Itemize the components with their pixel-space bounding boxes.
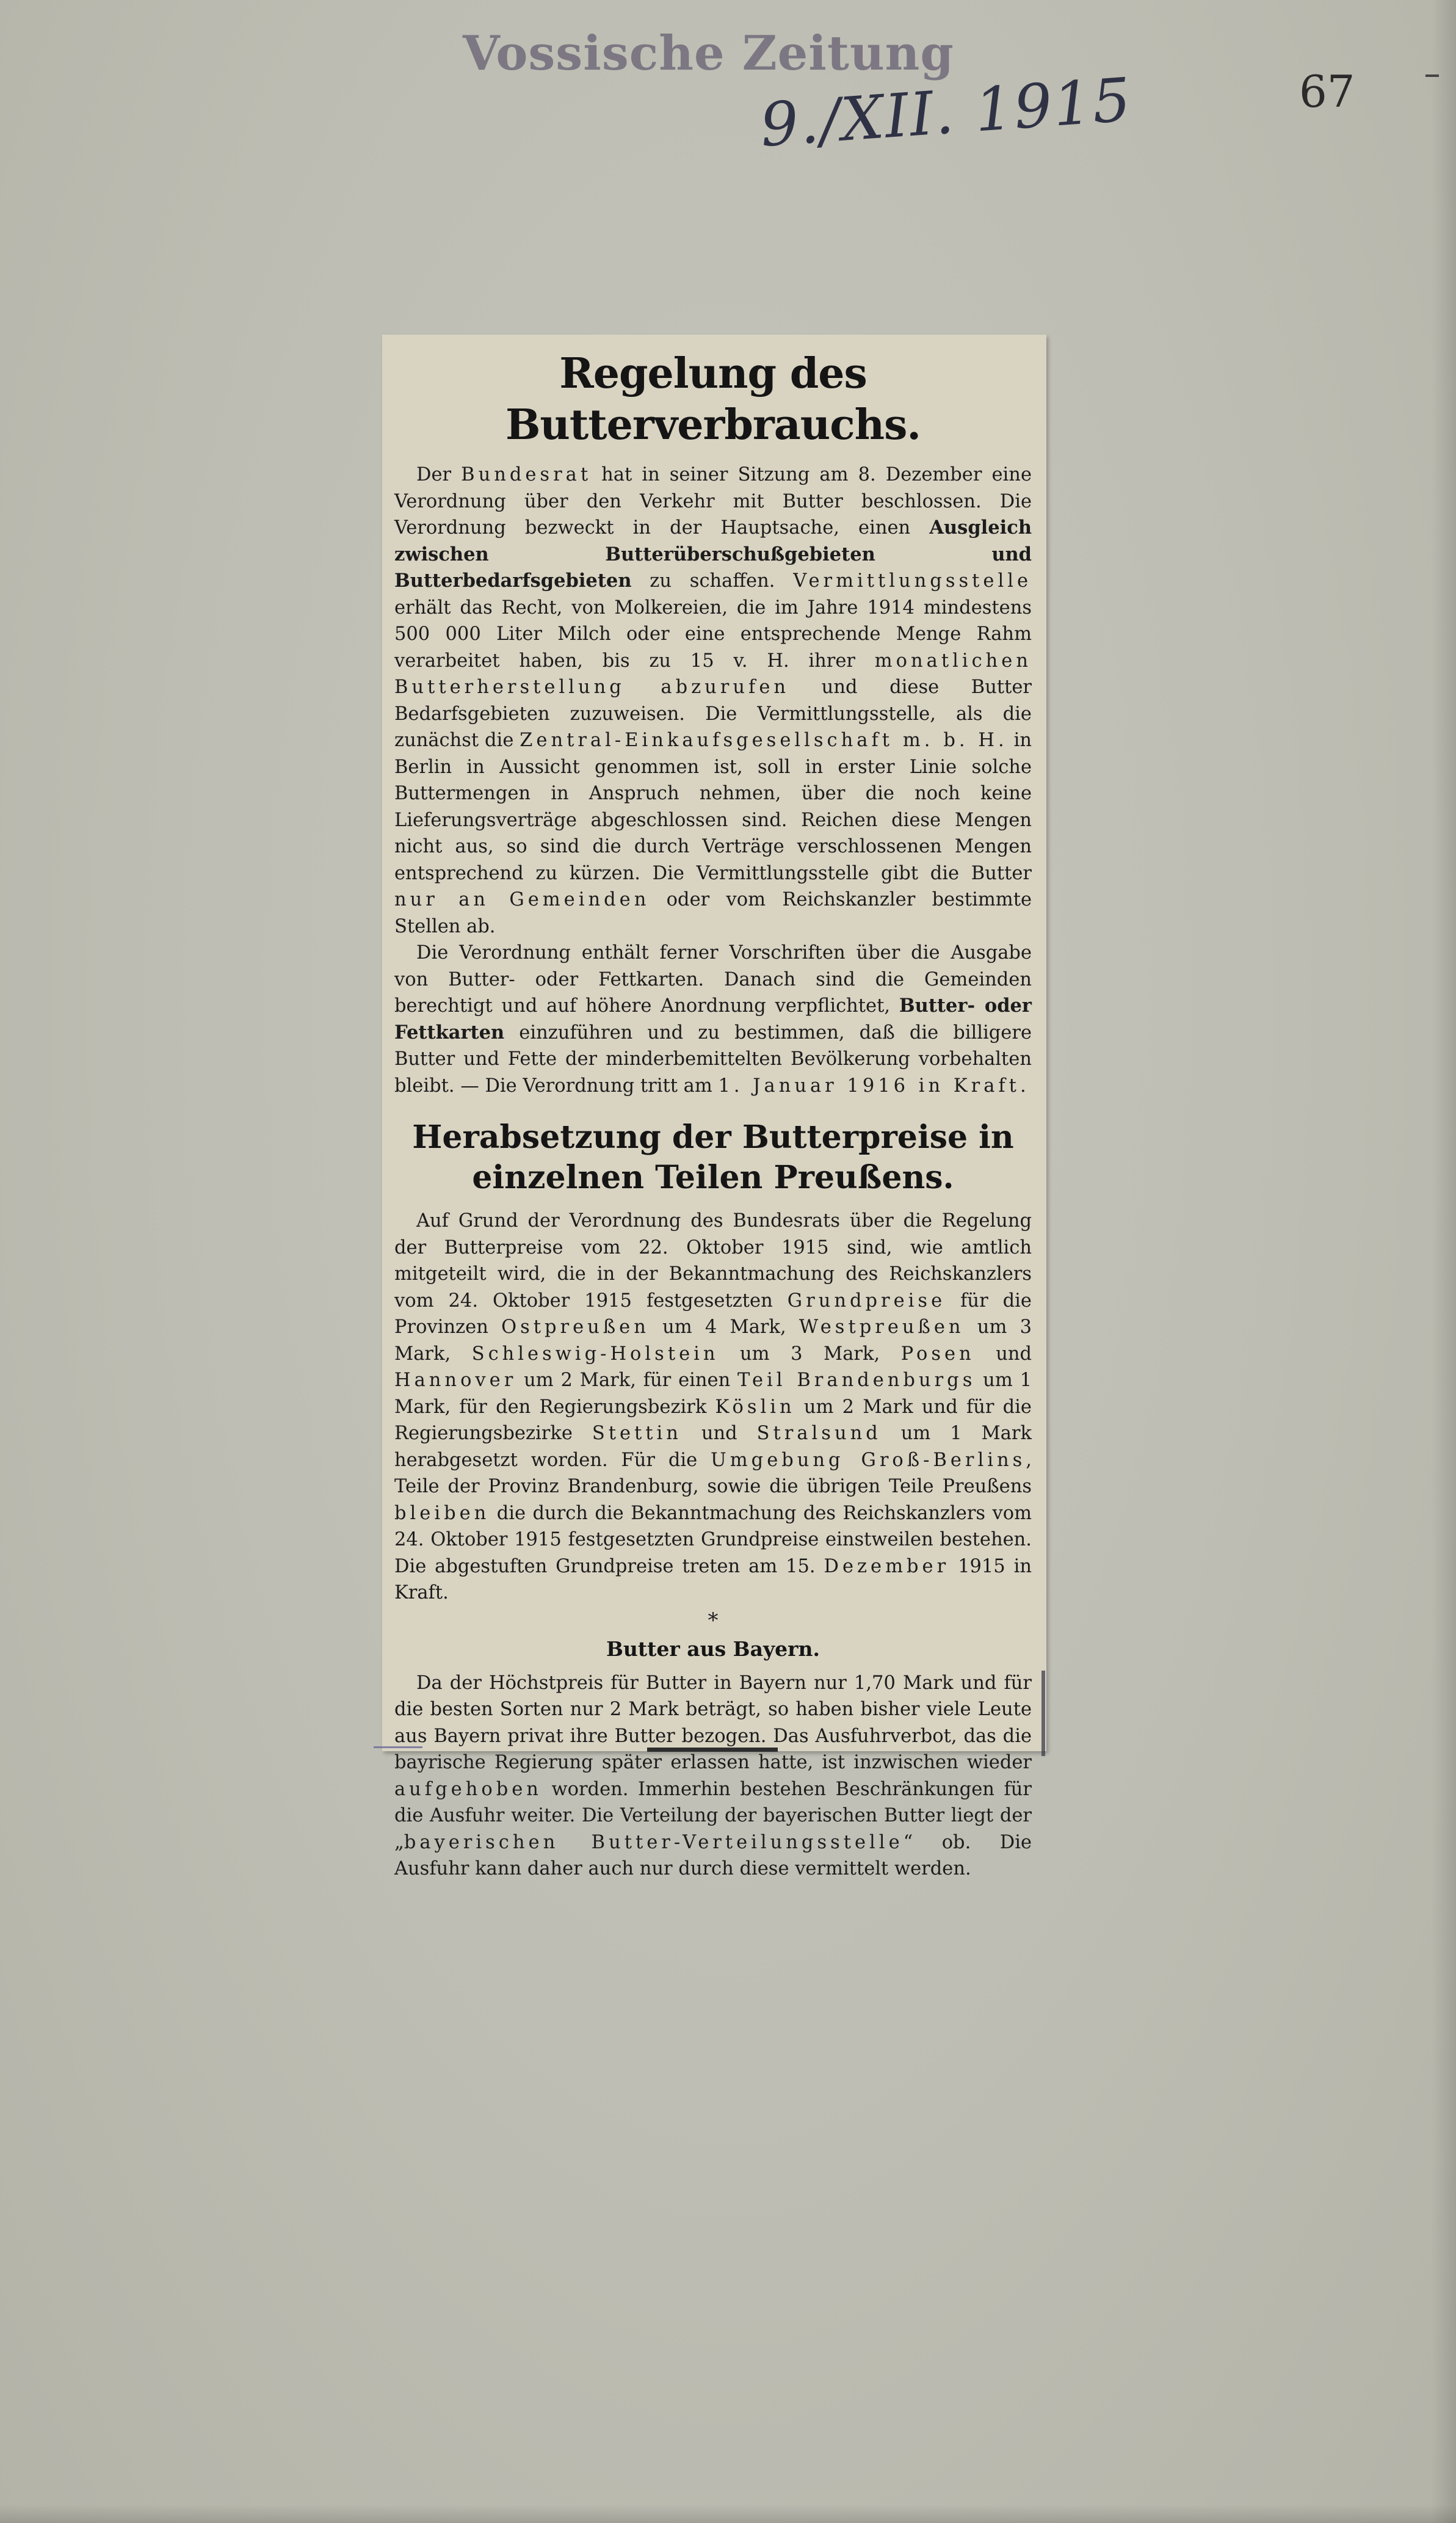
- emphasis-spaced: Stralsund: [756, 1423, 882, 1444]
- text-run: um 2 Mark, für einen: [516, 1370, 738, 1391]
- clipping-end-rule: [647, 1748, 778, 1752]
- newspaper-stamp: Vossische Zeitung: [463, 26, 954, 81]
- paragraph: [394, 940, 1032, 1099]
- handwritten-date: 9./XII. 1915: [758, 65, 1134, 161]
- emphasis-spaced: bayerischen Butter-Verteilungsstelle: [404, 1831, 904, 1853]
- article-1-body: [394, 462, 1032, 1099]
- paragraph: [394, 1670, 1032, 1882]
- emphasis-spaced: 1. Januar 1916 in Kraft.: [718, 1075, 1030, 1097]
- paragraph: [394, 462, 1032, 940]
- article-2-title: Herabsetzung der Butterpreise in einzelnen Teilen Preußens.: [412, 1119, 1014, 1196]
- article-1-title: Regelung des Butterverbrauchs.: [505, 349, 921, 449]
- text-run: die durch die Bekanntmachung des Reichskanzlers vom 24. Oktober 1915 festgesetzten Grundpreise einstweilen bestehen. Die abgestuften Grundpreise treten am 15.: [394, 1502, 1032, 1577]
- emphasis-spaced: Umgebung Groß-Berlins: [711, 1449, 1026, 1471]
- emphasis-spaced: Teil Brandenburgs: [737, 1370, 976, 1391]
- text-run: “ ob. Die Ausfuhr kann daher auch nur durch diese vermittelt werden.: [394, 1831, 1032, 1879]
- text-run: 1915 in Kraft.: [394, 1555, 1032, 1603]
- text-run: einzuführen und zu bestimmen, daß die billigere Butter und Fette der minderbemittelten Bevölkerung vorbehalten bleibt. — Die Verordnung tritt am: [394, 1022, 1032, 1097]
- section-separator: *: [708, 1608, 719, 1633]
- text-run: um 4 Mark,: [649, 1316, 799, 1338]
- emphasis-spaced: bleiben: [394, 1502, 490, 1524]
- emphasis-spaced: Stettin: [592, 1423, 682, 1444]
- text-run: um 1 Mark, für den Regierungsbezirk: [394, 1370, 1032, 1418]
- emphasis-spaced: aufgehoben: [394, 1778, 542, 1800]
- paragraph: [394, 1208, 1032, 1606]
- text-run: und diese Butter Bedarfsgebieten zuzuweisen. Die Vermittlungsstelle, als die zunächst die: [394, 677, 1032, 751]
- clipping-content: [394, 348, 1032, 1882]
- text-run: um 2 Mark und für die Regierungsbezirke: [394, 1396, 1032, 1444]
- clipping-cut-line: [374, 1746, 422, 1748]
- text-run: um 3 Mark,: [394, 1316, 1032, 1365]
- article-2-body: [394, 1208, 1032, 1606]
- text-run: oder vom Reichskanzler bestimmte Stellen ab.: [394, 889, 1032, 937]
- text-run: worden. Immerhin bestehen Beschränkungen für die Ausfuhr weiter. Die Verteilung der bayerischen Butter liegt der „: [394, 1778, 1032, 1853]
- edge-mark: [1425, 74, 1439, 77]
- text-run: für die Provinzen: [394, 1290, 1032, 1338]
- text-run: und: [974, 1343, 1032, 1365]
- emphasis-spaced: Köslin: [715, 1396, 795, 1418]
- emphasis-spaced: nur an Gemeinden: [394, 889, 650, 910]
- text-run: und: [681, 1423, 757, 1444]
- emphasis-spaced: Vermittlungsstelle: [793, 570, 1032, 592]
- text-run: erhält das Recht, von Molkereien, die im Jahre 1914 mindestens 500 000 Liter Milch oder eine entsprechende Menge Rahm verarbeitet haben, bis zu 15 v. H. ihrer: [394, 597, 1032, 672]
- text-run: um 3 Mark,: [719, 1343, 901, 1365]
- text-run: Der: [416, 464, 462, 485]
- emphasis-spaced: Bundesrat: [461, 464, 592, 485]
- emphasis-spaced: Schleswig-Holstein: [471, 1343, 719, 1365]
- emphasis-spaced: Grundpreise: [787, 1290, 946, 1312]
- emphasis-spaced: Ostpreußen: [501, 1316, 650, 1338]
- emphasis-bold: Butter- oder Fettkarten: [394, 995, 1032, 1044]
- emphasis-spaced: Westpreußen: [799, 1316, 965, 1338]
- text-run: Auf Grund der Verordnung des Bundesrats über die Regelung der Butterpreise vom 22. Oktober 1915 sind, wie amtlich mitgeteilt wird, die in der Bekanntmachung des Reichskanzlers vom 24. Oktober 1915 festgesetzten: [394, 1210, 1032, 1312]
- sheet-bottom-shadow: [0, 2505, 1456, 2523]
- subsection-title: Butter aus Bayern.: [606, 1636, 820, 1661]
- emphasis-spaced: Posen: [900, 1343, 975, 1365]
- text-run: zu schaffen.: [631, 570, 794, 592]
- text-run: , Teile der Provinz Brandenburg, sowie die übrigen Teile Preußens: [394, 1449, 1032, 1497]
- emphasis-spaced: Dezember: [824, 1555, 950, 1577]
- sheet-edge-shadow: [1432, 0, 1456, 2523]
- emphasis-spaced: Zentral-Einkaufsgesellschaft m. b. H.: [520, 730, 1008, 751]
- clipping-column-rule: [1041, 1671, 1045, 1756]
- emphasis-spaced: Hannover: [394, 1370, 517, 1391]
- subsection-body: [394, 1670, 1032, 1882]
- newspaper-clipping: [382, 335, 1046, 1879]
- text-run: Da der Höchstpreis für Butter in Bayern nur 1,70 Mark und für die besten Sorten nur 2 Mark beträgt, so haben bisher viele Leute aus Bayern privat ihre Butter bezogen. Das Ausfuhrverbot, das die bayrische Regierung später erlassen hatte, ist inzwischen wieder: [394, 1672, 1032, 1773]
- emphasis-bold: Ausgleich zwischen Butterüberschußgebieten und Butterbedarfsgebieten: [394, 517, 1032, 592]
- text-run: in Berlin in Aussicht genommen ist, soll in erster Linie solche Buttermengen in Anspruch nehmen, über die noch keine Lieferungsverträge abgeschlossen sind. Reichen diese Mengen nicht aus, so sind die durch Verträge verschlossenen Mengen entsprechend zu kürzen. Die Vermittlungsstelle gibt die Butter: [394, 730, 1032, 884]
- page-number: 67: [1299, 66, 1355, 117]
- text-run: um 1 Mark herabgesetzt worden. Für die: [394, 1423, 1032, 1471]
- text-run: Die Verordnung enthält ferner Vorschriften über die Ausgabe von Butter- oder Fettkarten. Danach sind die Gemeinden berechtigt und auf höhere Anordnung verpflichtet,: [394, 942, 1032, 1017]
- emphasis-spaced: monatlichen Butterherstellung abzurufen: [394, 650, 1032, 698]
- text-run: hat in seiner Sitzung am 8. Dezember eine Verordnung über den Verkehr mit Butter beschlossen. Die Verordnung bezweckt in der Hauptsache, einen: [394, 464, 1032, 539]
